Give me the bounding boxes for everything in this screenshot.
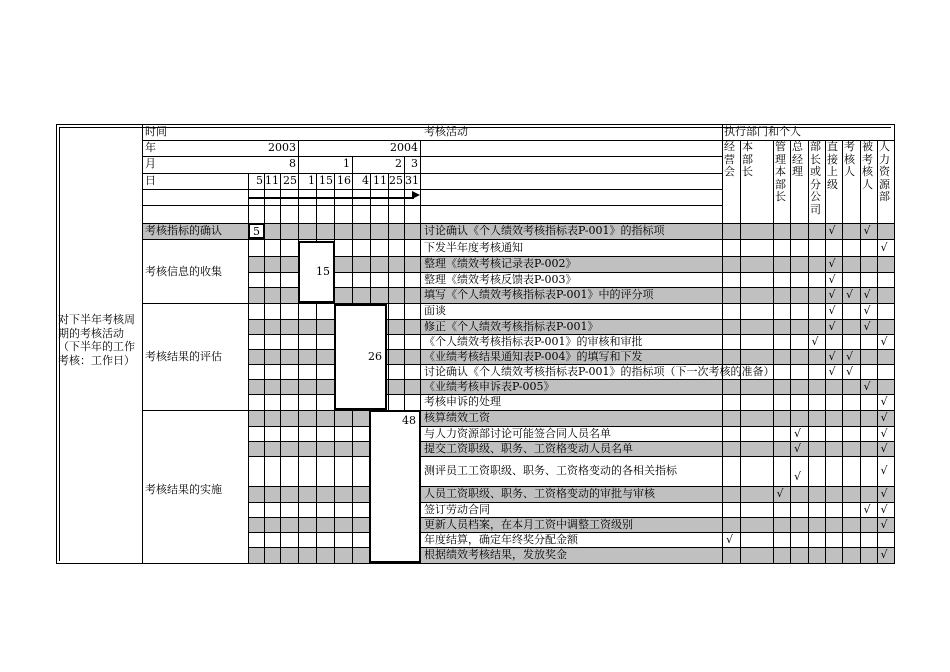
- month-value: 8: [289, 157, 296, 170]
- check-mark: √: [846, 349, 854, 363]
- grid-line: [142, 205, 722, 206]
- check-mark: √: [863, 319, 871, 333]
- activity-label: 《个人绩效考核指标表P-001》的审核和审批: [424, 334, 643, 348]
- day-value: 25: [283, 174, 297, 187]
- day-value: 4: [362, 174, 369, 187]
- month-value: 3: [411, 157, 418, 170]
- month-value: 1: [343, 157, 350, 170]
- check-mark: √: [828, 224, 836, 237]
- header-dept: 执行部门和个人: [724, 125, 801, 138]
- arrow-head-icon: [412, 191, 420, 199]
- phase-label: 考核信息的收集: [145, 265, 222, 278]
- day-value: 16: [337, 174, 351, 187]
- check-mark: √: [880, 517, 888, 531]
- activity-label: 年度结算，确定年终奖分配金额: [424, 532, 578, 546]
- check-mark: √: [828, 319, 836, 333]
- activity-label: 整理《绩效考核反馈表P-003》: [424, 272, 577, 286]
- check-mark: √: [828, 364, 836, 378]
- activity-label: 人员工资职级、职务、工资格变动的审批与审核: [424, 487, 655, 500]
- check-mark: √: [880, 487, 888, 500]
- timeline-arrow: [248, 197, 414, 199]
- grid-line: [842, 140, 843, 563]
- role-header: 经营会: [724, 140, 735, 178]
- grid-line: [773, 140, 774, 563]
- check-mark: √: [828, 272, 836, 286]
- grid-line: [142, 303, 248, 304]
- check-mark: √: [776, 487, 784, 500]
- grid-line: [248, 456, 894, 457]
- check-mark: √: [880, 240, 888, 254]
- duration-box: [369, 410, 421, 563]
- check-mark: √: [880, 426, 888, 440]
- grid-line: [894, 124, 895, 564]
- activity-label: 提交工资职级、职务、工资格变动人员名单: [424, 441, 633, 455]
- grid-line: [142, 239, 248, 240]
- phase-label: 考核结果的实施: [145, 483, 222, 496]
- grid-line: [142, 156, 722, 157]
- grid-line: [248, 239, 894, 240]
- grid-line: [877, 140, 878, 563]
- activity-label: 讨论确认《个人绩效考核指标表P-001》的指标项（下一次考核的准备）: [424, 364, 775, 378]
- day-value: 5: [256, 174, 263, 187]
- grid-line: [248, 410, 894, 411]
- duration-box: [334, 304, 387, 410]
- check-mark: √: [846, 288, 854, 301]
- activity-label: 填写《个人绩效考核指标表P-001》中的评分项: [424, 288, 654, 301]
- day-value: 11: [265, 174, 279, 187]
- left-cycle-label: 对下半年考核周期的考核活动（下半年的工作考核：工作日）: [58, 313, 135, 367]
- grid-line: [248, 547, 894, 548]
- day-value: 15: [319, 174, 333, 187]
- check-mark: √: [880, 334, 888, 348]
- activity-label: 更新人员档案，在本月工资中调整工资级别: [424, 517, 633, 531]
- check-mark: √: [880, 395, 888, 408]
- month-value: 2: [395, 157, 402, 170]
- header-activity: 考核活动: [424, 125, 468, 138]
- grid-line: [142, 189, 722, 190]
- grid-line: [142, 173, 722, 174]
- check-mark: √: [863, 379, 871, 393]
- grid-line: [808, 140, 809, 563]
- activity-label: 与人力资源部讨论可能签合同人员名单: [424, 426, 611, 440]
- duration-value: 48: [402, 414, 416, 427]
- check-mark: √: [828, 288, 836, 301]
- header-year-label: 年: [145, 141, 156, 154]
- check-mark: √: [880, 464, 888, 477]
- check-mark: √: [828, 304, 836, 317]
- check-mark: √: [846, 364, 854, 378]
- day-value: 31: [405, 174, 419, 187]
- phase-label: 考核指标的确认: [145, 224, 222, 237]
- grid-line: [790, 140, 791, 563]
- check-mark: √: [863, 502, 871, 516]
- check-mark: √: [794, 426, 802, 440]
- check-mark: √: [863, 288, 871, 301]
- role-header: 被考核人: [862, 140, 873, 191]
- check-mark: √: [880, 548, 888, 561]
- role-header: 人力资源部: [879, 140, 890, 203]
- grid-line: [316, 173, 317, 563]
- grid-line: [142, 140, 722, 141]
- header-month-label: 月: [145, 157, 156, 170]
- header-time: 时间: [145, 125, 167, 138]
- activity-label: 修正《个人绩效考核指标表P-001》: [424, 319, 599, 333]
- activity-label: 下发半年度考核通知: [424, 240, 523, 254]
- day-value: 25: [389, 174, 403, 187]
- activity-label: 《业绩考核结果通知表P-004》的填写和下发: [424, 349, 643, 363]
- grid-line: [248, 502, 894, 503]
- duration-value: 26: [368, 350, 382, 363]
- role-header: 直接上级: [827, 140, 838, 191]
- phase-label: 考核结果的评估: [145, 350, 222, 363]
- grid-line: [56, 563, 895, 564]
- grid-line: [722, 124, 723, 563]
- year-2004: 2004: [390, 141, 418, 154]
- duration-box: [248, 223, 265, 239]
- activity-label: 讨论确认《个人绩效考核指标表P-001》的指标项: [424, 224, 665, 237]
- check-mark: √: [828, 349, 836, 363]
- check-mark: √: [794, 470, 802, 483]
- grid-line: [142, 410, 248, 411]
- role-header: 管理本部长: [775, 140, 786, 203]
- check-mark: √: [811, 334, 819, 348]
- activity-label: 《业绩考核申诉表P-005》: [424, 379, 555, 393]
- grid-line: [860, 140, 861, 563]
- grid-line: [740, 140, 741, 563]
- grid-line: [825, 140, 826, 563]
- gray-row-fill: [248, 547, 894, 563]
- check-mark: √: [726, 532, 734, 546]
- check-mark: √: [828, 257, 836, 270]
- gray-row-fill: [248, 410, 894, 426]
- grid-line: [280, 173, 281, 563]
- activity-label: 核算绩效工资: [424, 411, 490, 424]
- day-value: 1: [308, 174, 315, 187]
- activity-label: 根据绩效考核结果，发放奖金: [424, 548, 567, 561]
- duration-value: 15: [316, 265, 330, 278]
- grid-line: [56, 124, 57, 564]
- year-2003: 2003: [268, 141, 296, 154]
- grid-line: [298, 140, 299, 173]
- role-header: 本部长: [742, 140, 753, 178]
- role-header: 部长或分公司: [810, 140, 821, 216]
- duration-box: [298, 241, 335, 303]
- activity-label: 测评员工工资职级、职务、工资格变动的各相关指标: [424, 464, 677, 477]
- duration-value: 5: [253, 225, 260, 238]
- activity-label: 考核申诉的处理: [424, 395, 501, 408]
- activity-label: 面谈: [424, 304, 446, 317]
- grid-line: [298, 173, 299, 563]
- header-day-label: 日: [145, 174, 156, 187]
- check-mark: √: [863, 304, 871, 317]
- day-value: 11: [373, 174, 387, 187]
- activity-label: 整理《绩效考核记录表P-002》: [424, 257, 577, 270]
- check-mark: √: [863, 224, 871, 237]
- check-mark: √: [794, 441, 802, 455]
- check-mark: √: [880, 441, 888, 455]
- check-mark: √: [880, 411, 888, 424]
- activity-label: 签订劳动合同: [424, 502, 490, 516]
- role-header: 总经理: [792, 140, 803, 178]
- grid-line: [352, 156, 353, 173]
- role-header: 考核人: [844, 140, 855, 178]
- check-mark: √: [880, 502, 888, 516]
